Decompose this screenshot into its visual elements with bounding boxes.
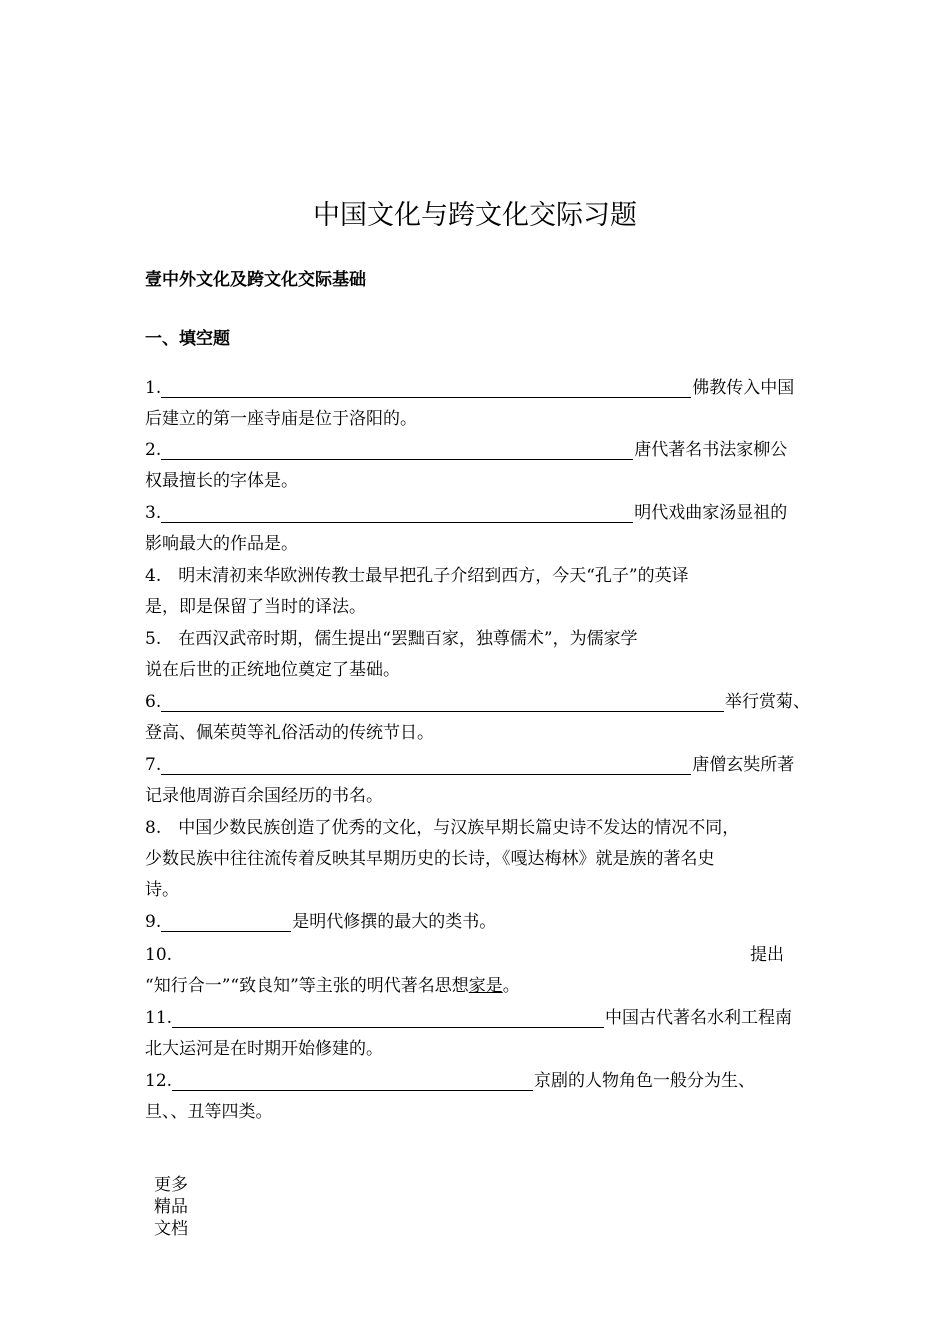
question-11 [145,1003,810,1065]
question-text: 诗。 [145,880,179,900]
question-text: 佛教传入中国 [692,378,795,398]
answer-blank[interactable] [161,911,291,932]
answer-blank[interactable] [172,1070,533,1091]
answer-blank[interactable] [161,691,724,712]
question-4 [145,561,810,623]
question-text: 明代戏曲家汤显祖的 [634,503,788,523]
question-text: 提出 [750,945,784,965]
question-text: 8. 中国少数民族创造了优秀的文化，与汉族早期长篇史诗不发达的情况不同， [145,818,740,838]
question-number: 9. [145,912,162,932]
question-3 [145,498,810,560]
question-text: 权最擅长的字体是。 [145,471,298,491]
question-text: 中国古代著名水利工程南 [605,1008,793,1028]
question-9 [145,907,810,938]
question-text: 旦、、丑等四类。 [145,1102,273,1122]
question-text: 后建立的第一座寺庙是位于洛阳的。 [145,409,417,429]
question-text: 举行赏菊、 [725,692,810,712]
footer-line: 精品 [154,1197,188,1217]
question-text: 是明代修撰的最大的类书。 [292,912,497,932]
question-text: 唐代著名书法家柳公 [634,440,788,460]
question-number: 7. [145,755,162,775]
question-number: 10. [145,945,173,965]
subsection-heading: 一、填空题 [145,329,230,349]
question-number: 1. [145,378,162,398]
question-text: 唐僧玄奘所著 [692,755,795,775]
question-5 [145,624,810,686]
question-6 [145,687,810,749]
question-number: 12. [145,1071,173,1091]
underlined-text: 家是 [468,976,503,996]
footer-line: 文档 [154,1219,188,1239]
question-7 [145,750,810,812]
question-number: 6. [145,692,162,712]
footer-note [154,1174,188,1240]
question-2 [145,435,810,497]
question-text: 少数民族中往往流传着反映其早期历史的长诗，《嘎达梅林》就是族的著名史 [145,849,715,869]
question-text: “知行合一”“致良知”等主张的明代著名思想 [145,976,469,996]
question-text: 。 [502,976,520,996]
question-number: 2. [145,440,162,460]
answer-blank[interactable] [172,1007,604,1028]
question-number: 11. [145,1008,173,1028]
question-10 [145,940,810,1002]
answer-blank[interactable] [161,377,691,398]
footer-line: 更多 [154,1175,188,1195]
question-text: 说在后世的正统地位奠定了基础。 [145,660,400,680]
section-heading: 壹中外文化及跨文化交际基础 [145,270,366,290]
question-text: 登高、佩茱萸等礼俗活动的传统节日。 [145,723,434,743]
question-number: 3. [145,503,162,523]
question-text: 北大运河是在时期开始修建的。 [145,1039,383,1059]
question-12 [145,1066,810,1128]
question-1 [145,373,810,435]
document-title: 中国文化与跨文化交际习题 [313,200,637,231]
question-text: 记录他周游百余国经历的书名。 [145,786,383,806]
question-text: 影响最大的作品是。 [145,534,298,554]
question-text: 京剧的人物角色一般分为生、 [534,1071,756,1091]
question-8 [145,813,810,906]
answer-blank[interactable] [161,502,633,523]
question-text: 5. 在西汉武帝时期，儒生提出“罢黜百家，独尊儒术”，为儒家学 [145,629,638,649]
question-text: 4. 明末清初来华欧洲传教士最早把孔子介绍到西方，今天“孔子”的英译 [145,566,689,586]
question-text: 是，即是保留了当时的译法。 [145,597,366,617]
answer-blank[interactable] [161,754,691,775]
answer-blank[interactable] [161,439,633,460]
